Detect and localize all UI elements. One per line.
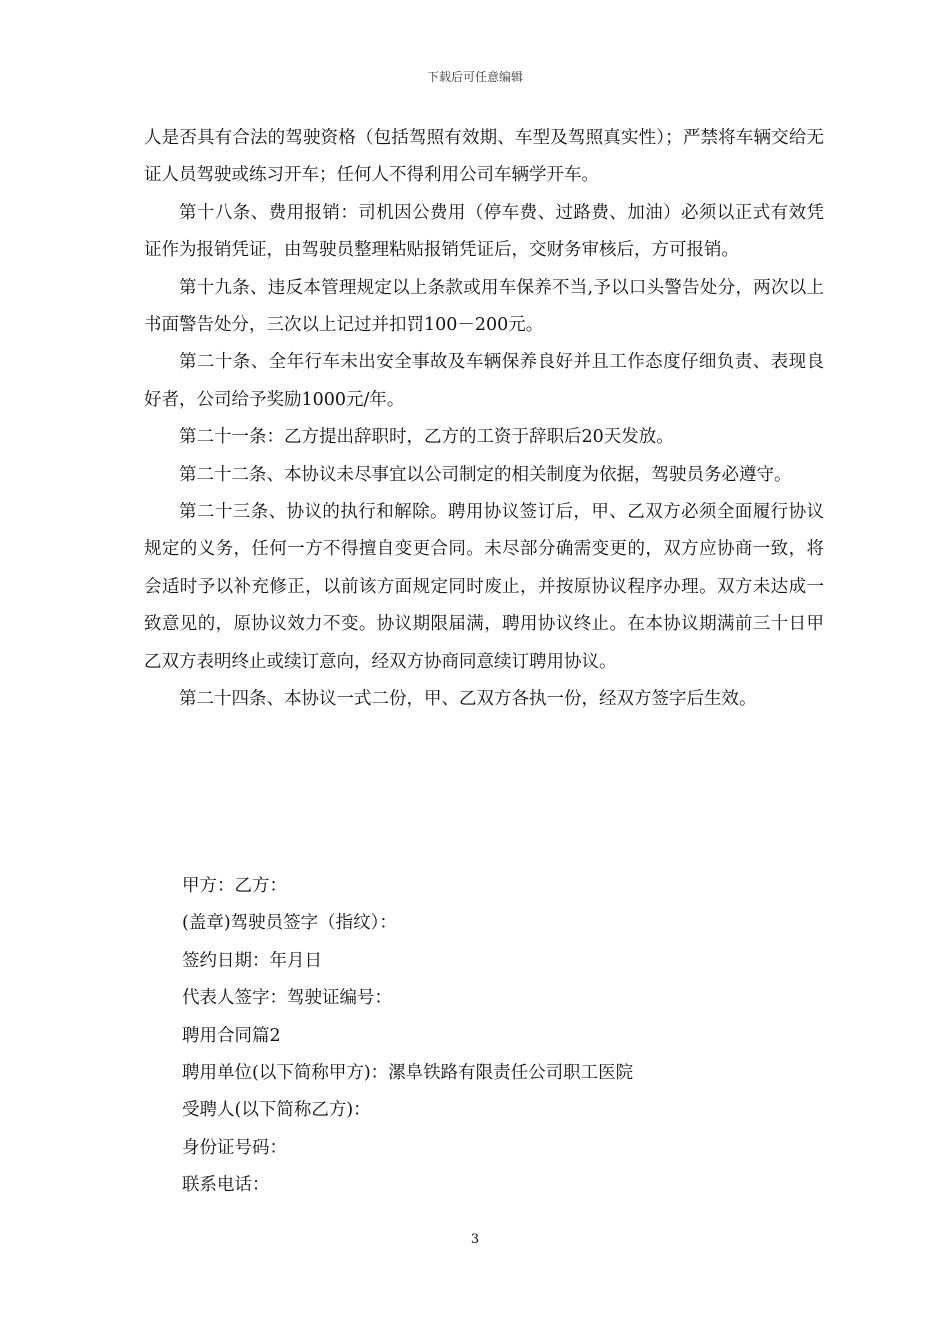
phone-line: 联系电话： — [182, 1175, 270, 1196]
paragraph-continuation: 人是否具有合法的驾驶资格（包括驾照有效期、车型及驾照真实性）；严禁将车辆交给无证人员驾驶或练习开车；任何人不得利用公司车辆学开车。 — [144, 128, 824, 186]
paragraph-article-19: 第十九条、违反本管理规定以上条款或用车保养不当,予以口头警告处分，两次以上书面警告处分，三次以上记过并扣罚100－200元。 — [144, 277, 824, 336]
employer-line: 聘用单位(以下简称甲方)：漯阜铁路有限责任公司职工医院 — [182, 1063, 634, 1084]
sign-date-line: 签约日期：年月日 — [182, 950, 322, 971]
seal-signature-line: (盖章)驾驶员签字（指纹）： — [182, 913, 397, 934]
paragraph-article-18: 第十八条、费用报销：司机因公费用（停车费、过路费、加油）必须以正式有效凭证作为报销凭证，由驾驶员整理粘贴报销凭证后，交财务审核后，方可报销。 — [144, 202, 824, 261]
section-title: 聘用合同篇2 — [182, 1025, 281, 1046]
signature-block — [182, 868, 822, 1205]
party-line: 甲方：乙方： — [182, 876, 287, 896]
paragraph-article-21: 第二十一条：乙方提出辞职时，乙方的工资于辞职后20天发放。 — [179, 427, 674, 448]
page-number: 3 — [470, 1232, 480, 1247]
page-header: 下载后可任意编辑 — [426, 70, 523, 84]
paragraph-article-24: 第二十四条、本协议一式二份，甲、乙双方各执一份，经双方签字后生效。 — [179, 689, 757, 710]
paragraph-article-23: 第二十三条、协议的执行和解除。聘用协议签订后，甲、乙双方必须全面履行协议规定的义务，任何一方不得擅自变更合同。未尽部分确需变更的，双方应协商一致，将会适时予以补充修正，以前该方面规定同时废止，并按原协议程序办理。双方未达成一致意见的，原协议效力不变。协议期限届满，聘用协议终止。在本协议期满前三十日甲乙双方表明终止或续订意向，经双方协商同意续订聘用协议。 — [144, 502, 824, 672]
paragraph-article-20: 第二十条、全年行车未出安全事故及车辆保养良好并且工作态度仔细负责、表现良好者，公司给予奖励1000元/年。 — [144, 352, 824, 410]
representative-line: 代表人签字：驾驶证编号： — [182, 988, 392, 1009]
paragraph-article-22: 第二十二条、本协议未尽事宜以公司制定的相关制度为依据，驾驶员务必遵守。 — [179, 464, 792, 485]
employee-line: 受聘人(以下简称乙方)： — [182, 1100, 371, 1121]
id-number-line: 身份证号码： — [182, 1137, 287, 1158]
document-body — [144, 120, 824, 719]
